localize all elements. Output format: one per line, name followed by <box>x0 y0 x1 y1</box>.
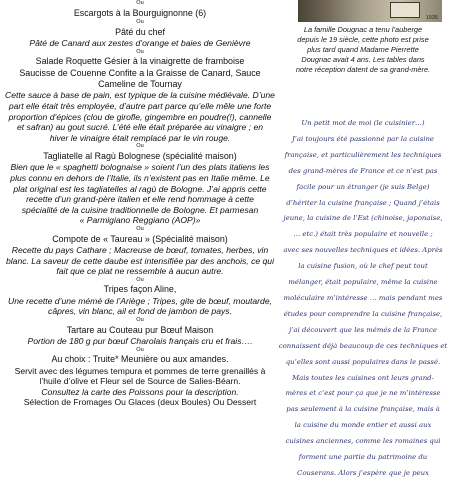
letter-line: études pour comprendre la cuisine française, <box>283 309 443 318</box>
menu-dish-title: Cameline de Tournay <box>98 79 182 89</box>
menu-dish-title: Saucisse de Couenne Confite a la Graisse de Canard, Sauce <box>19 67 261 78</box>
menu-separator: Ou <box>136 225 144 232</box>
menu-separator: Ou <box>136 19 144 25</box>
menu-dish-description: spécialité de la cuisine traditionnelle de Bologne. Et parmesan <box>21 204 259 215</box>
letter-line: pas seulement à la cuisine française, mais à <box>286 405 440 414</box>
letter-line: connaissent déjà beaucoup de ces techniques et <box>278 341 448 350</box>
menu-dish-title: Au choix : Truite* Meunière ou aux amandes. <box>51 354 229 365</box>
menu-dish-description: et safran) au gout sucré. L’été elle était préparée au vinaigre ; en <box>16 122 264 133</box>
info-column <box>276 0 450 477</box>
menu-column <box>4 0 276 450</box>
caption-line: notre réception datent de sa grand-mère. <box>295 64 431 74</box>
menu-separator: Ou <box>136 316 144 323</box>
caption-line: depuis le 19 siècle, cette photo est prise <box>297 34 429 44</box>
menu-separator: Ou <box>136 48 144 55</box>
menu-dish-description: câpres, vin blanc, ail et fond de jambon de pays. <box>48 306 232 317</box>
menu-dish-description: Une recette d’une mémé de l’Ariège ; Tripes, gite de bœuf, moutarde, <box>8 295 272 306</box>
menu-dish-description: Recette du pays Cathare ; Macreuse de bœuf, tomates, herbes, vin <box>11 244 269 255</box>
caption-line: Dougnac avait 4 ans. Les tables dans <box>301 54 425 64</box>
menu-dish-description: Consultez la carte des Poissons pour la description. <box>41 386 239 397</box>
chef-letter <box>276 116 450 482</box>
letter-line: j’ai découvert que les mémés de la France <box>289 325 437 334</box>
letter-line: avec ses nouvelles techniques et idées. Après <box>283 246 443 255</box>
menu-dish-description: plat original est les tagliatelles al ragù de Bologne. J’ai appris cette <box>13 183 267 194</box>
letter-line: la cuisine du monde entier et aussi aux <box>294 421 432 430</box>
caption-line: plus tard quand Madame Pierrette <box>307 44 419 54</box>
letter-line: … etc.) était très populaire et nouvelle ; <box>293 230 433 239</box>
menu-dish-description: recette d’un grand-père italien et elle rend hommage à cette <box>26 194 254 205</box>
letter-line: cuisines anciennes, comme les romaines qui <box>285 437 441 446</box>
photo-caption <box>276 25 450 75</box>
family-photo <box>298 0 442 22</box>
menu-separator: Ou <box>136 346 144 353</box>
menu-dish-description: « Parmigiano Reggiano (AOP)» <box>79 215 201 226</box>
menu-dish-description: plus connu en dehors de l’Italie, ils n’existent pas en Italie même. Le <box>10 172 270 183</box>
menu-dish-title: Tripes façon Aline, <box>103 284 177 295</box>
letter-line: d’hériter la cuisine française ; Quand j’étais <box>286 198 440 207</box>
letter-line: mères et c’est pour ça que je ne m’intéresse <box>285 389 441 398</box>
letter-line: forment une partie du patrimoine du <box>298 453 428 462</box>
letter-line: la cuisine fusion, où le chef peut tout <box>298 262 428 271</box>
menu-dish-title: Escargots à la Bourguignonne (6) <box>73 7 207 18</box>
menu-dish-description: Pâté de Canard aux zestes d’orange et baies de Genièvre <box>29 38 251 48</box>
menu-dish-title: Tartare au Couteau pur Bœuf Maison <box>66 324 214 335</box>
letter-line: Mais toutes les cuisines ont leurs grand- <box>292 373 434 382</box>
menu-dish-description: Sélection de Fromages Ou Glaces (deux Boules) Ou Dessert <box>23 397 257 408</box>
caption-line: La famille Dougnac a tenu l’auberge <box>303 25 423 34</box>
menu-dish-description: Portion de 180 g pur bœuf Charolais français cru et frais…. <box>27 335 253 346</box>
menu-dish-description: proportion d’épices (clou de girofle, gingembre en poudre(!), cannelle <box>8 111 272 122</box>
menu-dish-description: Servit avec des légumes tempura et pommes de terre grenaillés à <box>14 365 266 376</box>
letter-line: Couserans. Alors j’espère que je peux <box>297 468 429 477</box>
letter-line: française, et particulièrement les techniques <box>284 150 442 159</box>
menu-dish-title: Compote de « Taureau » (Spécialité maison) <box>52 233 228 244</box>
menu-dish-title: Tagliatelle al Ragù Bolognese (spécialité maison) <box>43 150 237 161</box>
letter-line: moléculaire m’intéresse … mais pendant mes <box>283 293 443 302</box>
menu-dish-description: Cette sauce à base de pain, est typique de la cuisine médiévale. D’une <box>5 90 275 101</box>
menu-dish-description: part elle était très employée, d’autre part parce qu’elle mêle une forte <box>8 101 272 111</box>
menu-dish-description: l’huile d’olive et Fleur sel de Source de Salies-Béarn. <box>39 376 241 387</box>
menu-separator: Ou <box>136 143 144 150</box>
menu-separator: Ou <box>136 0 144 6</box>
menu-separator: Ou <box>136 276 144 283</box>
menu-dish-description: fait que ce plat ne ressemble à aucun autre. <box>56 266 224 277</box>
letter-line: facile pour un étranger (je suis Belge) <box>296 182 430 191</box>
letter-line: des grand-mères de France et ce n’est pas <box>288 166 438 175</box>
letter-line: qu’elles sont aussi populaires dans le passé. <box>285 357 441 366</box>
menu-dish-title: Salade Roquette Gésier à la vinaigrette de framboise <box>35 56 245 67</box>
menu-dish-title: Pâté du chef <box>115 26 165 37</box>
photo-window <box>390 2 420 18</box>
menu-dish-description: blanc. La saveur de cette daube est intensifiée par des anchois, ce qui <box>5 255 274 266</box>
letter-line: jeune, la cuisine de l’Est (chinoise, japonaise, <box>283 214 443 223</box>
letter-line: J’ai toujours été passionné par la cuisine <box>291 134 435 143</box>
letter-heading: Un petit mot de moi (le cuisinier…) <box>301 119 425 127</box>
letter-line: mélanger, était populaire, même la cuisine <box>288 278 438 287</box>
menu-dish-description: hiver le vinaigre était remplacé par le vin rouge. <box>49 132 231 143</box>
menu-dish-description: Bien que le « spaghetti bolognaise » soient l’un des plats italiens les <box>10 162 270 173</box>
photo-year: 1935 <box>425 15 438 21</box>
